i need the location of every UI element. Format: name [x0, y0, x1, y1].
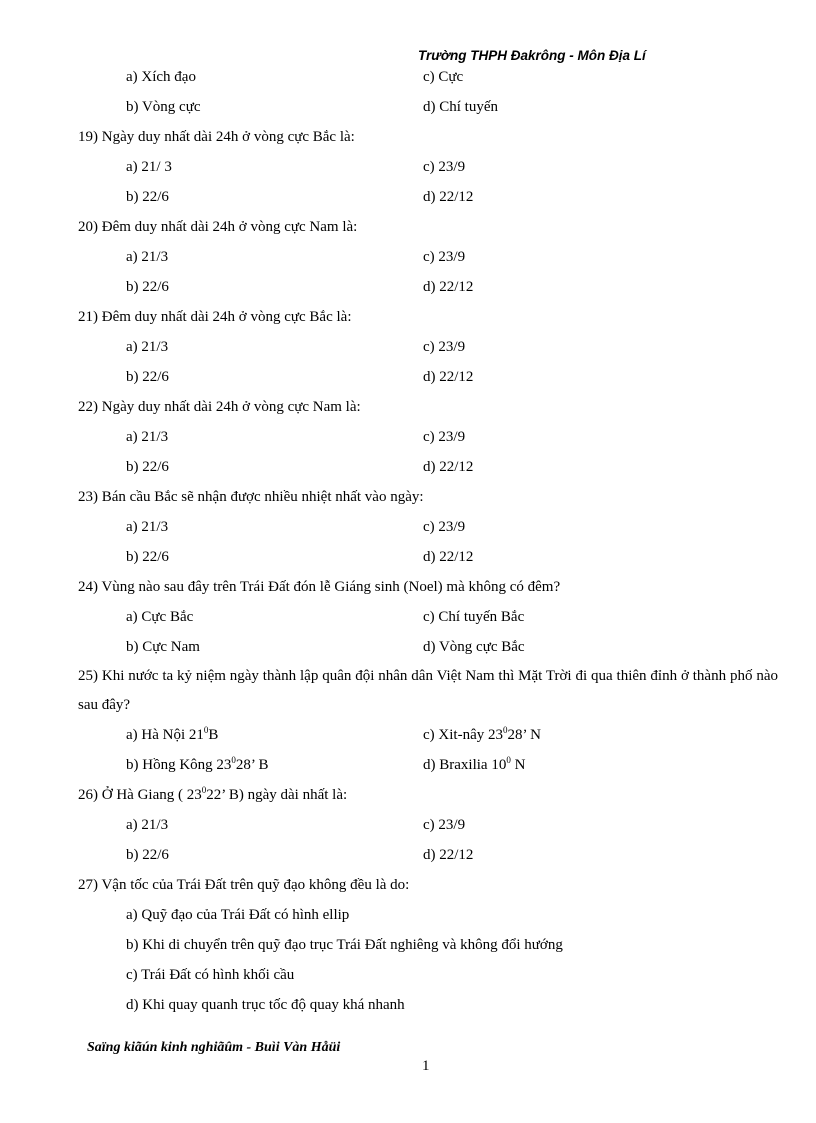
option-row [78, 632, 778, 662]
question-20: 20) Đêm duy nhất dài 24h ở vòng cực Nam là: [78, 219, 358, 235]
option-b: b) Vòng cực [126, 99, 201, 115]
option-a: a) 21/3 [126, 249, 169, 265]
option-c: c) 23/9 [423, 429, 466, 445]
option-b: b) 22/6 [126, 369, 169, 385]
option-b: b) Cực Nam [126, 639, 200, 655]
option-c: c) 23/9 [423, 339, 466, 355]
option-row [78, 900, 778, 930]
option-row [78, 452, 778, 482]
question-21: 21) Đêm duy nhất dài 24h ở vòng cực Bắc là: [78, 309, 352, 325]
option-a: a) Quỹ đạo của Trái Đất có hình ellip [126, 907, 350, 923]
option-b: b) Khi di chuyển trên quỹ đạo trục Trái Đất nghiêng và không đổi hướng [126, 937, 563, 953]
option-a: a) Hà Nội $21^0B$ [126, 725, 219, 743]
option-a: a) Xích đạo [126, 69, 196, 85]
option-row [78, 750, 778, 780]
option-row [78, 930, 778, 960]
option-d: d) Chí tuyến [423, 99, 498, 115]
question-27: 27) Vận tốc của Trái Đất trên quỹ đạo không đều là do: [78, 877, 410, 893]
option-row [78, 990, 778, 1020]
option-row [78, 810, 778, 840]
page-header: Trường THPH Đakrông - Môn Địa Lí [418, 48, 646, 63]
page-footer: Saïng kiãún kinh nghiãûm - Buìi Vàn Håüi [87, 1040, 341, 1055]
option-row [78, 362, 778, 392]
option-d: d) 22/12 [423, 459, 474, 475]
question-list [78, 62, 778, 1020]
option-row [78, 332, 778, 362]
page-number: 1 [422, 1058, 430, 1074]
option-a: a) 21/3 [126, 817, 169, 833]
option-b: b) 22/6 [126, 189, 169, 205]
option-c: c) 23/9 [423, 159, 466, 175]
question-25: 25) Khi nước ta kỷ niệm ngày thành lập quân đội nhân dân Việt Nam thì Mặt Trời đi qua thiên đỉnh ở thành phố nào sau đây? [78, 668, 778, 713]
question-22: 22) Ngày duy nhất dài 24h ở vòng cực Nam là: [78, 399, 361, 415]
option-d: d) 22/12 [423, 369, 474, 385]
option-c: c) 23/9 [423, 519, 466, 535]
option-b: b) 22/6 [126, 847, 169, 863]
option-b: b) Hồng Kông $23^028$’ B [126, 755, 269, 773]
option-row [78, 272, 778, 302]
option-a: a) Cực Bắc [126, 609, 194, 625]
option-row [78, 242, 778, 272]
option-b: b) 22/6 [126, 549, 169, 565]
option-row [78, 542, 778, 572]
option-row [78, 720, 778, 750]
option-d: d) Khi quay quanh trục tốc độ quay khá nhanh [126, 997, 405, 1013]
question-23: 23) Bán cầu Bắc sẽ nhận được nhiều nhiệt nhất vào ngày: [78, 489, 424, 505]
option-a: a) 21/ 3 [126, 159, 172, 175]
option-row [78, 840, 778, 870]
option-row [78, 182, 778, 212]
option-d: d) 22/12 [423, 279, 474, 295]
option-d: d) Braxilia $10^0$ N [423, 755, 526, 773]
question-26: 26) Ở Hà Giang ( $23^022$’ B) ngày dài nhất là: [78, 785, 348, 803]
option-c: c) Cực [423, 69, 464, 85]
option-d: d) 22/12 [423, 549, 474, 565]
option-row [78, 602, 778, 632]
option-row [78, 422, 778, 452]
option-c: c) Xit-nây $23^028$’ N [423, 725, 541, 743]
option-a: a) 21/3 [126, 519, 169, 535]
option-row [78, 62, 778, 92]
option-c: c) 23/9 [423, 249, 466, 265]
option-d: d) Vòng cực Bắc [423, 639, 525, 655]
option-row [78, 152, 778, 182]
option-d: d) 22/12 [423, 189, 474, 205]
option-c: c) Chí tuyến Bắc [423, 609, 525, 625]
option-a: a) 21/3 [126, 429, 169, 445]
option-c: c) Trái Đất có hình khối cầu [126, 967, 295, 983]
option-row [78, 92, 778, 122]
option-b: b) 22/6 [126, 279, 169, 295]
option-c: c) 23/9 [423, 817, 466, 833]
option-d: d) 22/12 [423, 847, 474, 863]
option-row [78, 512, 778, 542]
option-a: a) 21/3 [126, 339, 169, 355]
question-19: 19) Ngày duy nhất dài 24h ở vòng cực Bắc là: [78, 129, 355, 145]
option-row [78, 960, 778, 990]
option-b: b) 22/6 [126, 459, 169, 475]
question-24: 24) Vùng nào sau đây trên Trái Đất đón lễ Giáng sinh (Noel) mà không có đêm? [78, 579, 561, 595]
